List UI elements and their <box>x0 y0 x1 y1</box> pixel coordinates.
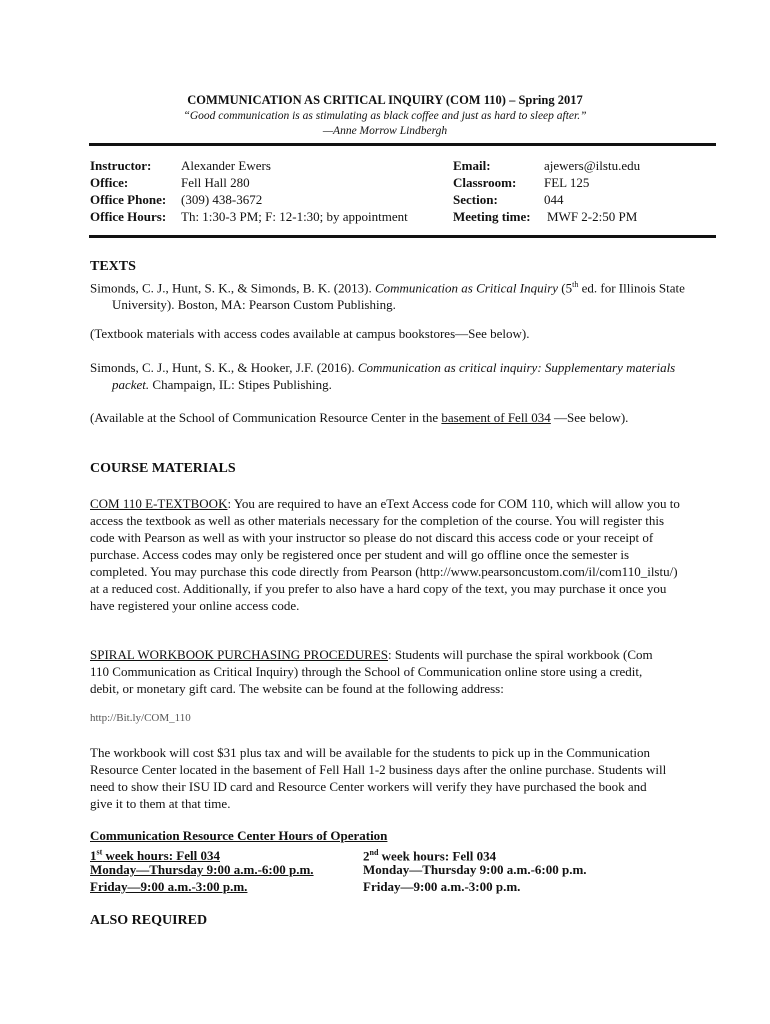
course-materials-heading: COURSE MATERIALS <box>90 461 236 476</box>
epigraph-attribution: —Anne Morrow Lindbergh <box>322 125 448 137</box>
office-phone-value: (309) 438-3672 <box>181 192 263 207</box>
email-value[interactable]: ajewers@ilstu.edu <box>544 158 641 173</box>
week2-label: week hours: Fell 034 <box>378 848 497 864</box>
week1-sup: st <box>96 848 103 857</box>
resource-center-hours-title: Communication Resource Center Hours of Operation <box>90 828 388 843</box>
hours-row-mon-thu <box>90 861 650 878</box>
ref1-authors: Simonds, C. J., Hunt, S. K., & Simonds, B. K. (2013). <box>90 280 375 296</box>
ref2-title: Communication as critical inquiry: Supplementary materials packet. <box>112 360 676 392</box>
etextbook-paragraph <box>90 495 682 614</box>
week2-number: 2 <box>363 848 370 864</box>
info-divider <box>89 235 716 238</box>
ref2-publisher: Champaign, IL: Stipes Publishing. <box>149 377 332 392</box>
office-label: Office: <box>90 175 129 190</box>
office-hours-value: Th: 1:30-3 PM; F: 12-1:30; by appointment <box>181 209 408 224</box>
ref2-authors: Simonds, C. J., Hunt, S. K., & Hooker, J.F. (2016). <box>90 360 358 375</box>
instructor-info <box>90 157 450 227</box>
course-info <box>453 157 713 227</box>
classroom-value: FEL 125 <box>544 175 590 190</box>
ref1-title: Communication as Critical Inquiry <box>374 280 559 296</box>
bitly-url-link[interactable]: http://Bit.ly/COM_110 <box>90 712 191 724</box>
workbook-cost-paragraph: The workbook will cost $31 plus tax and will be available for the students to pick up in the Communication Resource Center located in the basement of Fell Hall 1-2 business days after the online purchase. Students will need to show their ISU ID card and Resource Center workers will verify they have purchased the book and give it to them at that time. <box>90 745 667 811</box>
texts-heading: TEXTS <box>90 259 136 274</box>
ref1-edition: (5 <box>558 280 573 296</box>
classroom-label: Classroom: <box>453 175 517 190</box>
epigraph-quote: “Good communication is as stimulating as black coffee and just as hard to sleep after.” <box>183 110 587 122</box>
office-phone-label: Office Phone: <box>90 192 167 207</box>
spiral-workbook-paragraph <box>90 646 670 697</box>
supplement-note <box>90 409 670 426</box>
hours-row-fri <box>90 878 650 895</box>
top-divider <box>89 143 716 146</box>
week1-fri-hours: Friday—9:00 a.m.-3:00 p.m. <box>90 879 248 894</box>
office-value: Fell Hall 280 <box>181 175 250 190</box>
textbook-reference-2 <box>90 359 690 393</box>
page-title: COMMUNICATION AS CRITICAL INQUIRY (COM 110) – Spring 2017 <box>187 93 583 107</box>
week2-sup: nd <box>369 848 379 857</box>
meeting-time-label: Meeting time: <box>453 209 531 224</box>
week2-fri-hours: Friday—9:00 a.m.-3:00 p.m. <box>363 879 521 894</box>
etextbook-body: : You are required to have an eText Access code for COM 110, which will allow you to access the textbook as well as other materials necessary for the completion of the course. You will register this code with Pearson as well as with your instructor so please do not discard this access code or your receipt of purchase. Access codes may only be registered once per student and will go offline once the semester is completed. You may purchase this code directly from Pearson (http://www.pearsoncustom.com/il/com110_ilstu/) at a reduced cost. Additionally, if you prefer to also have a hard copy of the text, you may purchase it once you have registered your online access code. <box>90 496 680 613</box>
section-value: 044 <box>544 192 564 207</box>
textbook-reference-1 <box>90 276 690 313</box>
instructor-value: Alexander Ewers <box>181 158 271 173</box>
meeting-time-value: MWF 2-2:50 PM <box>547 209 638 224</box>
supplement-note-text: (Available at the School of Communication Resource Center in the <box>90 410 442 425</box>
week1-label: week hours: Fell 034 <box>102 848 220 864</box>
ref1-edition-sup: th <box>572 280 579 289</box>
etextbook-label: COM 110 E-TEXTBOOK <box>90 496 228 511</box>
instructor-label: Instructor: <box>90 158 152 173</box>
week1-mon-thu-hours: Monday—Thursday 9:00 a.m.-6:00 p.m. <box>90 862 314 877</box>
textbook-note: (Textbook materials with access codes available at campus bookstores—See below). <box>90 326 530 341</box>
office-hours-label: Office Hours: <box>90 209 167 224</box>
section-label: Section: <box>453 192 498 207</box>
spiral-workbook-body: : Students will purchase the spiral workbook (Com 110 Communication as Critical Inquiry) through the School of Communication online store using a credit, debit, or monetary gift card. The website can be found at the following address: <box>90 647 653 696</box>
email-label: Email: <box>453 158 491 173</box>
week1-number: 1 <box>90 848 97 864</box>
fell-basement-link[interactable]: basement of Fell 034 <box>441 410 551 425</box>
ref1-publisher: ed. for Illinois State University). Boston, MA: Pearson Custom Publishing. <box>112 280 685 313</box>
spiral-workbook-label: SPIRAL WORKBOOK PURCHASING PROCEDURES <box>90 647 388 662</box>
week2-mon-thu-hours: Monday—Thursday 9:00 a.m.-6:00 p.m. <box>363 862 587 877</box>
supplement-note-end: —See below). <box>550 410 629 425</box>
also-required-heading: ALSO REQUIRED <box>90 913 208 928</box>
